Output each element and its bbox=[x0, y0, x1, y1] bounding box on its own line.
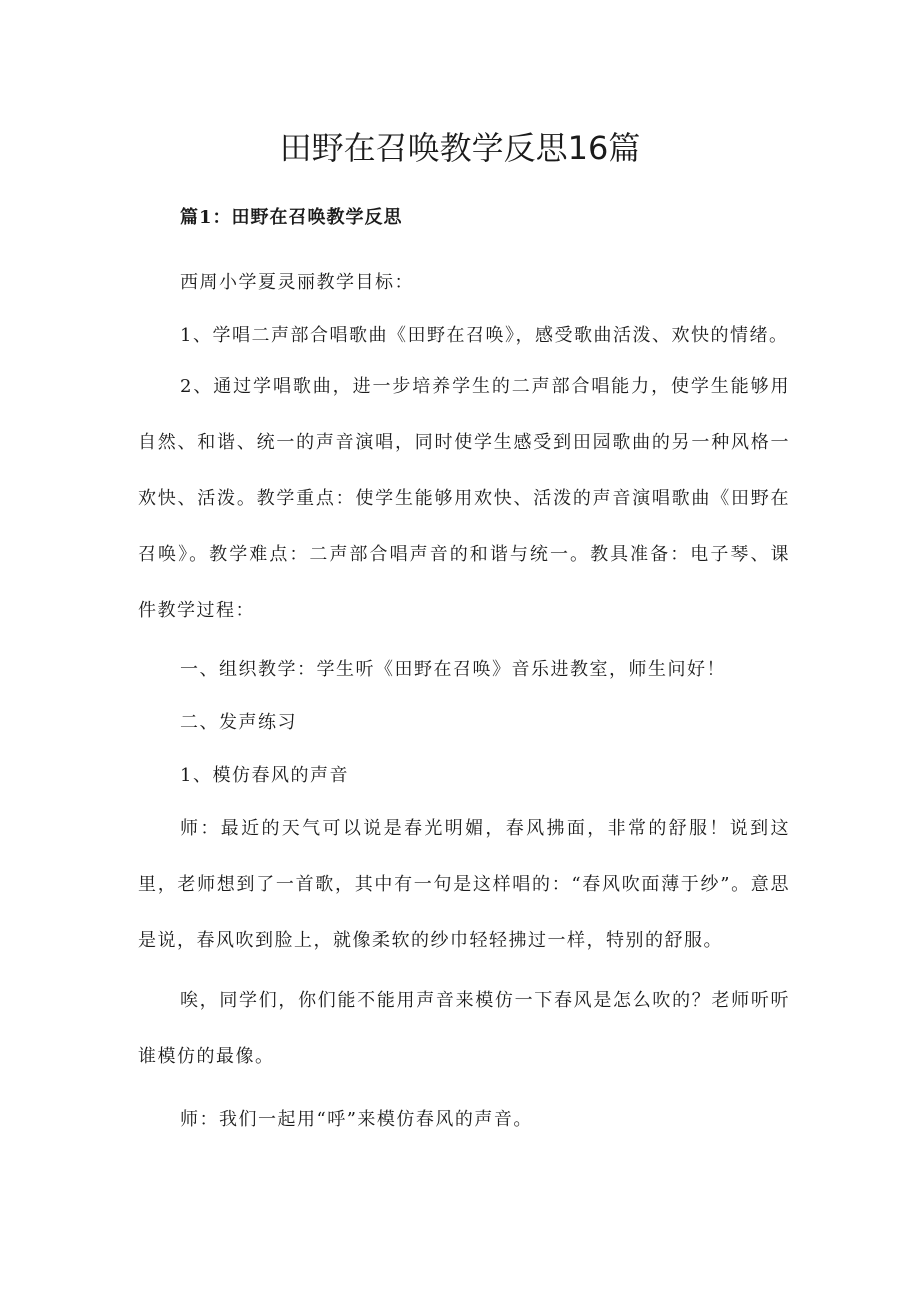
paragraph-goal-1: 1、学唱二声部合唱歌曲《田野在召唤》，感受歌曲活泼、欢快的情绪。 bbox=[180, 325, 789, 346]
paragraph-sub-step-1: 1、模仿春风的声音 bbox=[180, 765, 349, 786]
paragraph-step-1: 一、组织教学：学生听《田野在召唤》音乐进教室，师生问好！ bbox=[180, 659, 726, 680]
paragraph-goal-2: 2、通过学唱歌曲，进一步培养学生的二声部合唱能力，使学生能够用自然、和谐、统一的声音演唱，同时使学生感受到田园歌曲的另一种风格一欢快、活泼。教学重点：使学生能够用欢快、活泼的声音演唱歌曲《田野在召唤》。教学难点：二声部合唱声音的和谐与统一。教具准备：电子琴、课件教学过程： bbox=[138, 376, 790, 621]
section-heading: 篇1：田野在召唤教学反思 bbox=[180, 207, 403, 228]
paragraph-students: 唉，同学们，你们能不能用声音来模仿一下春风是怎么吹的？老师听听谁模仿的最像。 bbox=[138, 990, 790, 1067]
paragraph-author: 西周小学夏灵丽教学目标： bbox=[180, 272, 414, 293]
paragraph-teacher-1: 师：最近的天气可以说是春光明媚，春风拂面，非常的舒服！说到这里，老师想到了一首歌，其中有一句是这样唱的：“春风吹面薄于纱”。意思是说，春风吹到脸上，就像柔软的纱巾轻轻拂过一样，特别的舒服。 bbox=[138, 818, 790, 951]
document-title: 田野在召唤教学反思16篇 bbox=[279, 129, 641, 167]
paragraph-step-2: 二、发声练习 bbox=[180, 712, 297, 733]
paragraph-teacher-2: 师：我们一起用“呼”来模仿春风的声音。 bbox=[180, 1109, 533, 1130]
